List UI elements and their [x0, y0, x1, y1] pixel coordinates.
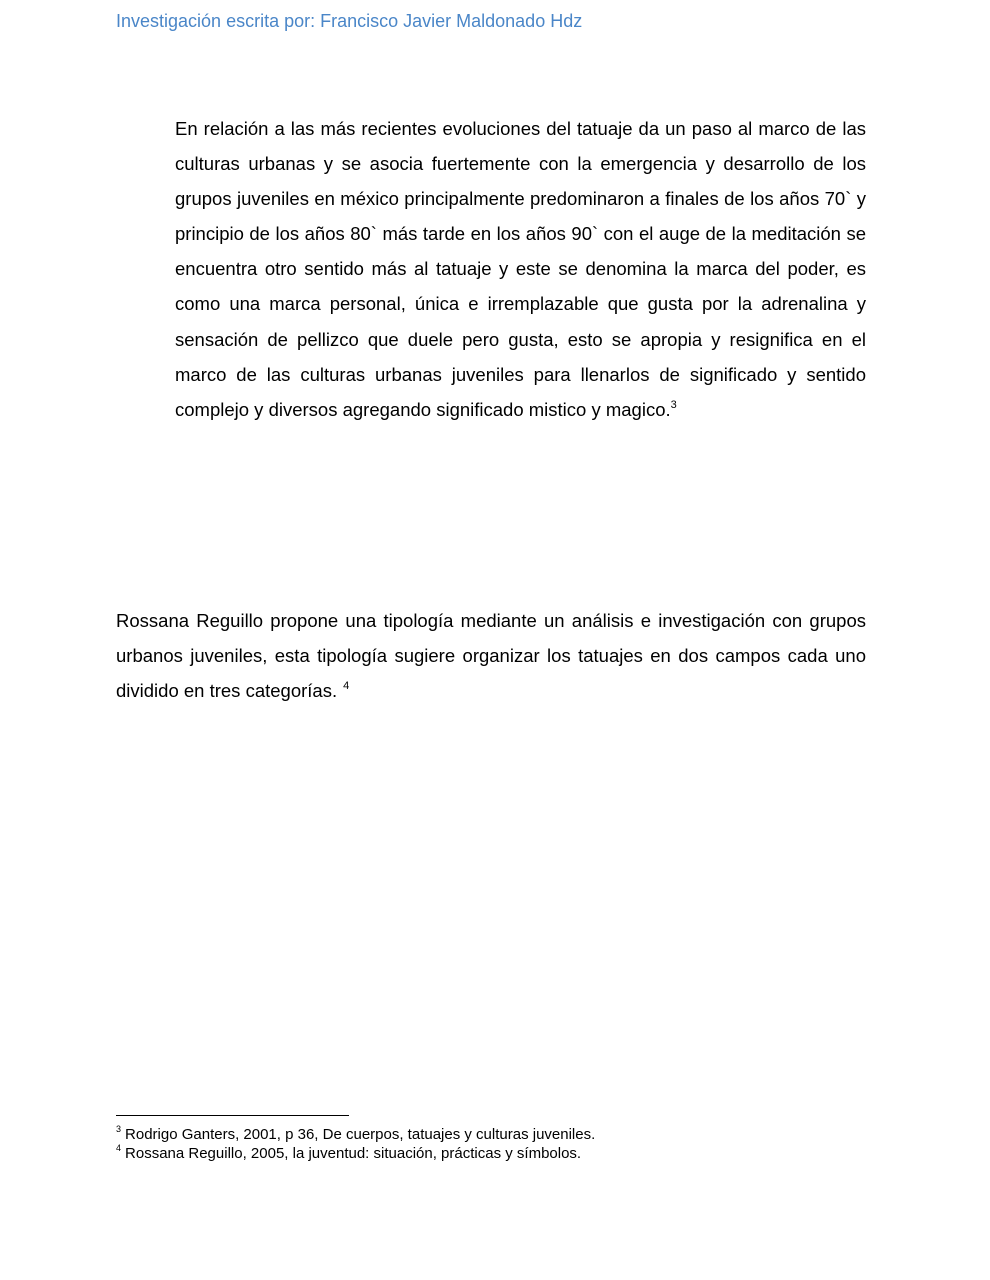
footnote-4 — [116, 1144, 876, 1163]
footnote-ref-4[interactable]: 4 — [343, 680, 350, 693]
footnote-3-number: 3 — [116, 1124, 122, 1134]
header-author-text: Investigación escrita por: Francisco Javier Maldonado Hdz — [116, 11, 583, 31]
footnote-4-number: 4 — [116, 1143, 122, 1153]
paragraph-1-text: En relación a las más recientes evoluciones del tatuaje da un paso al marco de las culturas urbanas y se asocia fuertemente con la emergencia y desarrollo de los grupos juveniles en méxico principalmente predominaron a finales de los años 70` y principio de los años 80` más tarde en los años 90` con el auge de la meditación se encuentra otro sentido más al tatuaje y este se denomina la marca del poder, es como una marca personal, única e irremplazable que gusta por la adrenalina y sensación de pellizco que duele pero gusta, esto se apropia y resignifica en el marco de las culturas urbanas juveniles para llenarlos de significado y sentido complejo y diversos agregando significado mistico y magico. — [175, 118, 866, 420]
page-header — [116, 9, 582, 33]
footnote-4-text: Rossana Reguillo, 2005, la juventud: situación, prácticas y símbolos. — [125, 1145, 582, 1162]
footnote-3 — [116, 1125, 876, 1144]
footnote-separator — [116, 1115, 349, 1116]
body-paragraph-1 — [175, 111, 866, 427]
footnotes-section — [116, 1125, 876, 1163]
footnote-3-text: Rodrigo Ganters, 2001, p 36, De cuerpos, tatuajes y culturas juveniles. — [125, 1126, 596, 1143]
footnote-ref-3[interactable]: 3 — [670, 398, 677, 411]
body-paragraph-2 — [116, 603, 866, 708]
paragraph-2-text: Rossana Reguillo propone una tipología mediante un análisis e investigación con grupos urbanos juveniles, esta tipología sugiere organizar los tatuajes en dos campos cada uno dividido en tres categorías. — [116, 610, 866, 702]
